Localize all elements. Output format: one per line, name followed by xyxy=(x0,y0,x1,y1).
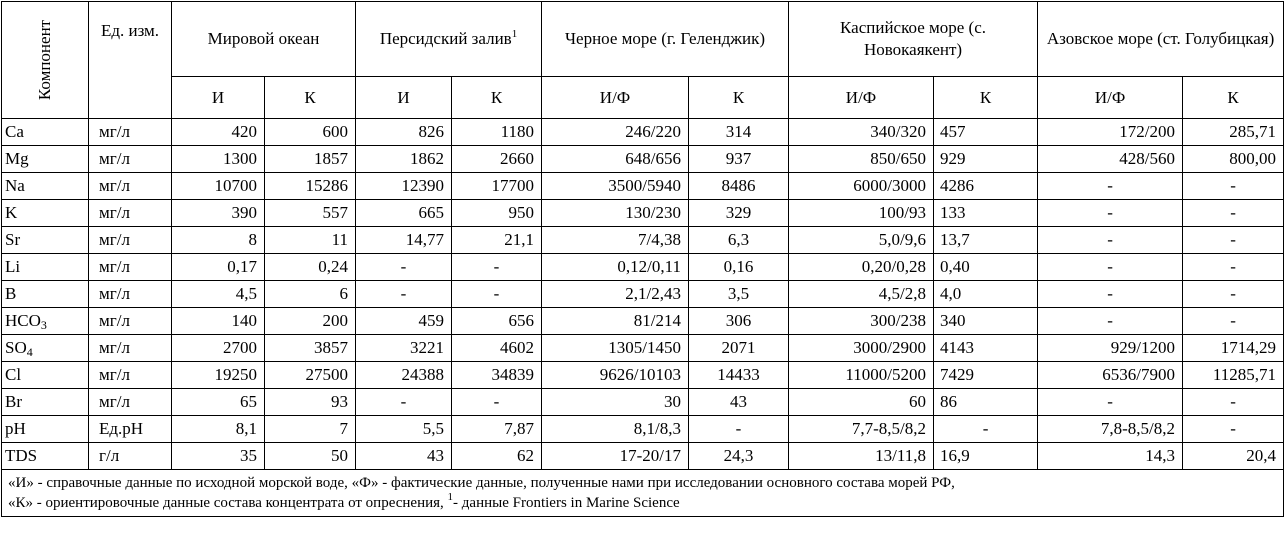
component-cell xyxy=(2,362,89,389)
value-cell: 3221 xyxy=(356,335,452,362)
component-symbol: SO xyxy=(5,338,27,357)
footnote-mark: 1 xyxy=(447,491,454,503)
value-cell: 314 xyxy=(689,119,789,146)
value-cell: 14,77 xyxy=(356,227,452,254)
component-cell xyxy=(2,146,89,173)
value-cell: - xyxy=(452,254,542,281)
value-cell: 9626/10103 xyxy=(542,362,689,389)
value-cell: 3000/2900 xyxy=(789,335,934,362)
value-cell: 21,1 xyxy=(452,227,542,254)
footnote-text: - данные Frontiers in Marine Science xyxy=(453,495,680,511)
value-cell: 2071 xyxy=(689,335,789,362)
header-row-groups xyxy=(2,2,1284,77)
value-cell: 11285,71 xyxy=(1183,362,1284,389)
value-cell: 60 xyxy=(789,389,934,416)
value-cell: 306 xyxy=(689,308,789,335)
table-row xyxy=(2,146,1284,173)
header-row-subcolumns xyxy=(2,77,1284,119)
component-symbol: Sr xyxy=(5,230,21,249)
value-cell: - xyxy=(1038,308,1183,335)
footnote-line-1: «И» - справочные данные по исходной морской воде, «Ф» - фактические данные, полученные нами при исследовании основного состава морей РФ, xyxy=(8,475,955,491)
unit-cell: мг/л xyxy=(89,227,172,254)
subcolumn-header: И xyxy=(172,77,265,119)
value-cell: 24388 xyxy=(356,362,452,389)
value-cell: 14433 xyxy=(689,362,789,389)
component-subscript: 3 xyxy=(40,318,47,332)
component-cell xyxy=(2,308,89,335)
component-symbol: Na xyxy=(5,176,25,195)
value-cell: 950 xyxy=(452,200,542,227)
component-cell xyxy=(2,173,89,200)
value-cell: 5,5 xyxy=(356,416,452,443)
value-cell: - xyxy=(1183,227,1284,254)
value-cell: - xyxy=(356,389,452,416)
value-cell: 7,8-8,5/8,2 xyxy=(1038,416,1183,443)
component-symbol: Br xyxy=(5,392,22,411)
component-header xyxy=(2,2,89,119)
subcolumn-header: И/Ф xyxy=(542,77,689,119)
value-cell: 4602 xyxy=(452,335,542,362)
value-cell: 800,00 xyxy=(1183,146,1284,173)
value-cell: 43 xyxy=(356,443,452,470)
value-cell: 6,3 xyxy=(689,227,789,254)
value-cell: 133 xyxy=(934,200,1038,227)
value-cell: 929/1200 xyxy=(1038,335,1183,362)
subcolumn-header: И xyxy=(356,77,452,119)
value-cell: 27500 xyxy=(265,362,356,389)
value-cell: 11000/5200 xyxy=(789,362,934,389)
value-cell: 6 xyxy=(265,281,356,308)
component-symbol: HCO xyxy=(5,311,41,330)
value-cell: 8 xyxy=(172,227,265,254)
subcolumn-header: И/Ф xyxy=(789,77,934,119)
group-title: Черное море (г. Геленджик) xyxy=(564,29,766,48)
group-footnote-mark: 1 xyxy=(511,28,518,40)
value-cell: 16,9 xyxy=(934,443,1038,470)
component-symbol: B xyxy=(5,284,17,303)
value-cell: 4,0 xyxy=(934,281,1038,308)
value-cell: - xyxy=(356,281,452,308)
subcolumn-header: К xyxy=(452,77,542,119)
value-cell: 6536/7900 xyxy=(1038,362,1183,389)
value-cell: - xyxy=(356,254,452,281)
group-title: Персидский залив xyxy=(379,29,512,48)
unit-cell: г/л xyxy=(89,443,172,470)
value-cell: - xyxy=(452,281,542,308)
unit-cell: мг/л xyxy=(89,362,172,389)
value-cell: 648/656 xyxy=(542,146,689,173)
table-row xyxy=(2,308,1284,335)
unit-cell: мг/л xyxy=(89,281,172,308)
component-header-label: Компонент xyxy=(35,19,54,101)
subcolumn-header: И/Ф xyxy=(1038,77,1183,119)
value-cell: - xyxy=(1038,281,1183,308)
value-cell: 937 xyxy=(689,146,789,173)
value-cell: 13,7 xyxy=(934,227,1038,254)
value-cell: - xyxy=(1183,389,1284,416)
footnote-text: «К» - ориентировочные данные состава концентрата от опреснения, xyxy=(8,495,448,511)
value-cell: 3500/5940 xyxy=(542,173,689,200)
value-cell: 656 xyxy=(452,308,542,335)
component-cell xyxy=(2,389,89,416)
table-row xyxy=(2,389,1284,416)
value-cell: - xyxy=(1183,254,1284,281)
table-row xyxy=(2,281,1284,308)
value-cell: 2,1/2,43 xyxy=(542,281,689,308)
value-cell: 19250 xyxy=(172,362,265,389)
component-cell xyxy=(2,443,89,470)
value-cell: 0,17 xyxy=(172,254,265,281)
value-cell: 340/320 xyxy=(789,119,934,146)
group-header-caspian-sea xyxy=(789,2,1038,77)
group-header-azov-sea xyxy=(1038,2,1284,77)
unit-cell: мг/л xyxy=(89,173,172,200)
unit-cell: мг/л xyxy=(89,308,172,335)
value-cell: 15286 xyxy=(265,173,356,200)
value-cell: 285,71 xyxy=(1183,119,1284,146)
table-row xyxy=(2,254,1284,281)
value-cell: 130/230 xyxy=(542,200,689,227)
table-row xyxy=(2,362,1284,389)
footnote-row xyxy=(2,470,1284,517)
component-cell xyxy=(2,416,89,443)
value-cell: 459 xyxy=(356,308,452,335)
value-cell: - xyxy=(1038,173,1183,200)
unit-cell: мг/л xyxy=(89,389,172,416)
value-cell: 7,7-8,5/8,2 xyxy=(789,416,934,443)
footnote xyxy=(2,470,1284,517)
component-cell xyxy=(2,200,89,227)
unit-cell: мг/л xyxy=(89,119,172,146)
value-cell: 200 xyxy=(265,308,356,335)
subcolumn-header: К xyxy=(265,77,356,119)
component-symbol: Cl xyxy=(5,365,22,384)
component-cell xyxy=(2,281,89,308)
value-cell: 0,20/0,28 xyxy=(789,254,934,281)
value-cell: 4286 xyxy=(934,173,1038,200)
component-symbol: K xyxy=(5,203,18,222)
value-cell: 1862 xyxy=(356,146,452,173)
value-cell: 4,5 xyxy=(172,281,265,308)
table-row xyxy=(2,227,1284,254)
value-cell: 1857 xyxy=(265,146,356,173)
value-cell: 428/560 xyxy=(1038,146,1183,173)
value-cell: 24,3 xyxy=(689,443,789,470)
unit-cell: мг/л xyxy=(89,200,172,227)
value-cell: 1300 xyxy=(172,146,265,173)
value-cell: 8,1/8,3 xyxy=(542,416,689,443)
value-cell: 140 xyxy=(172,308,265,335)
component-cell xyxy=(2,254,89,281)
table-row xyxy=(2,335,1284,362)
component-symbol: Ca xyxy=(5,122,24,141)
value-cell: 17700 xyxy=(452,173,542,200)
value-cell: 600 xyxy=(265,119,356,146)
value-cell: 30 xyxy=(542,389,689,416)
value-cell: 7,87 xyxy=(452,416,542,443)
group-title: Азовское море (ст. Голубицкая) xyxy=(1046,29,1275,48)
value-cell: - xyxy=(1183,416,1284,443)
unit-header: Ед. изм. xyxy=(89,2,172,119)
value-cell: 12390 xyxy=(356,173,452,200)
value-cell: - xyxy=(1038,227,1183,254)
value-cell: 246/220 xyxy=(542,119,689,146)
value-cell: 8486 xyxy=(689,173,789,200)
value-cell: 557 xyxy=(265,200,356,227)
value-cell: - xyxy=(1038,254,1183,281)
value-cell: 340 xyxy=(934,308,1038,335)
value-cell: 0,12/0,11 xyxy=(542,254,689,281)
value-cell: 7429 xyxy=(934,362,1038,389)
footnote-line-2 xyxy=(8,493,1277,513)
value-cell: - xyxy=(1038,200,1183,227)
value-cell: 4143 xyxy=(934,335,1038,362)
value-cell: 0,16 xyxy=(689,254,789,281)
value-cell: - xyxy=(689,416,789,443)
component-symbol: pH xyxy=(5,419,26,438)
value-cell: - xyxy=(1183,281,1284,308)
component-cell xyxy=(2,119,89,146)
value-cell: 457 xyxy=(934,119,1038,146)
value-cell: 11 xyxy=(265,227,356,254)
group-title: Мировой океан xyxy=(207,29,320,48)
component-subscript: 4 xyxy=(26,345,33,359)
value-cell: 3,5 xyxy=(689,281,789,308)
component-symbol: TDS xyxy=(5,446,38,465)
value-cell: 65 xyxy=(172,389,265,416)
value-cell: 7 xyxy=(265,416,356,443)
component-cell xyxy=(2,335,89,362)
value-cell: - xyxy=(934,416,1038,443)
value-cell: - xyxy=(452,389,542,416)
value-cell: 929 xyxy=(934,146,1038,173)
unit-cell: Ед.pH xyxy=(89,416,172,443)
value-cell: 5,0/9,6 xyxy=(789,227,934,254)
value-cell: 43 xyxy=(689,389,789,416)
group-header-black-sea xyxy=(542,2,789,77)
table-row xyxy=(2,443,1284,470)
value-cell: 0,24 xyxy=(265,254,356,281)
value-cell: 8,1 xyxy=(172,416,265,443)
value-cell: 86 xyxy=(934,389,1038,416)
component-symbol: Li xyxy=(5,257,21,276)
subcolumn-header: К xyxy=(934,77,1038,119)
group-header-persian-gulf xyxy=(356,2,542,77)
unit-cell: мг/л xyxy=(89,146,172,173)
table-row xyxy=(2,200,1284,227)
value-cell: 665 xyxy=(356,200,452,227)
value-cell: 1180 xyxy=(452,119,542,146)
value-cell: 420 xyxy=(172,119,265,146)
value-cell: 1714,29 xyxy=(1183,335,1284,362)
value-cell: 100/93 xyxy=(789,200,934,227)
value-cell: 93 xyxy=(265,389,356,416)
value-cell: 0,40 xyxy=(934,254,1038,281)
value-cell: 62 xyxy=(452,443,542,470)
value-cell: 2700 xyxy=(172,335,265,362)
value-cell: - xyxy=(1038,389,1183,416)
value-cell: 300/238 xyxy=(789,308,934,335)
value-cell: 850/650 xyxy=(789,146,934,173)
value-cell: 6000/3000 xyxy=(789,173,934,200)
group-title: Каспийское море (с. Новокаякент) xyxy=(840,18,986,59)
value-cell: 10700 xyxy=(172,173,265,200)
composition-table xyxy=(1,1,1284,517)
value-cell: 20,4 xyxy=(1183,443,1284,470)
value-cell: 81/214 xyxy=(542,308,689,335)
subcolumn-header: К xyxy=(689,77,789,119)
value-cell: 2660 xyxy=(452,146,542,173)
value-cell: 1305/1450 xyxy=(542,335,689,362)
value-cell: 35 xyxy=(172,443,265,470)
unit-cell: мг/л xyxy=(89,335,172,362)
value-cell: - xyxy=(1183,308,1284,335)
value-cell: 50 xyxy=(265,443,356,470)
value-cell: 34839 xyxy=(452,362,542,389)
subcolumn-header: К xyxy=(1183,77,1284,119)
value-cell: - xyxy=(1183,200,1284,227)
value-cell: 826 xyxy=(356,119,452,146)
value-cell: 13/11,8 xyxy=(789,443,934,470)
table-row xyxy=(2,119,1284,146)
value-cell: 172/200 xyxy=(1038,119,1183,146)
component-symbol: Mg xyxy=(5,149,29,168)
component-cell xyxy=(2,227,89,254)
value-cell: 14,3 xyxy=(1038,443,1183,470)
value-cell: - xyxy=(1183,173,1284,200)
value-cell: 329 xyxy=(689,200,789,227)
table-row xyxy=(2,173,1284,200)
value-cell: 3857 xyxy=(265,335,356,362)
value-cell: 390 xyxy=(172,200,265,227)
unit-cell: мг/л xyxy=(89,254,172,281)
group-header-world-ocean xyxy=(172,2,356,77)
value-cell: 7/4,38 xyxy=(542,227,689,254)
value-cell: 4,5/2,8 xyxy=(789,281,934,308)
value-cell: 17-20/17 xyxy=(542,443,689,470)
table-row xyxy=(2,416,1284,443)
